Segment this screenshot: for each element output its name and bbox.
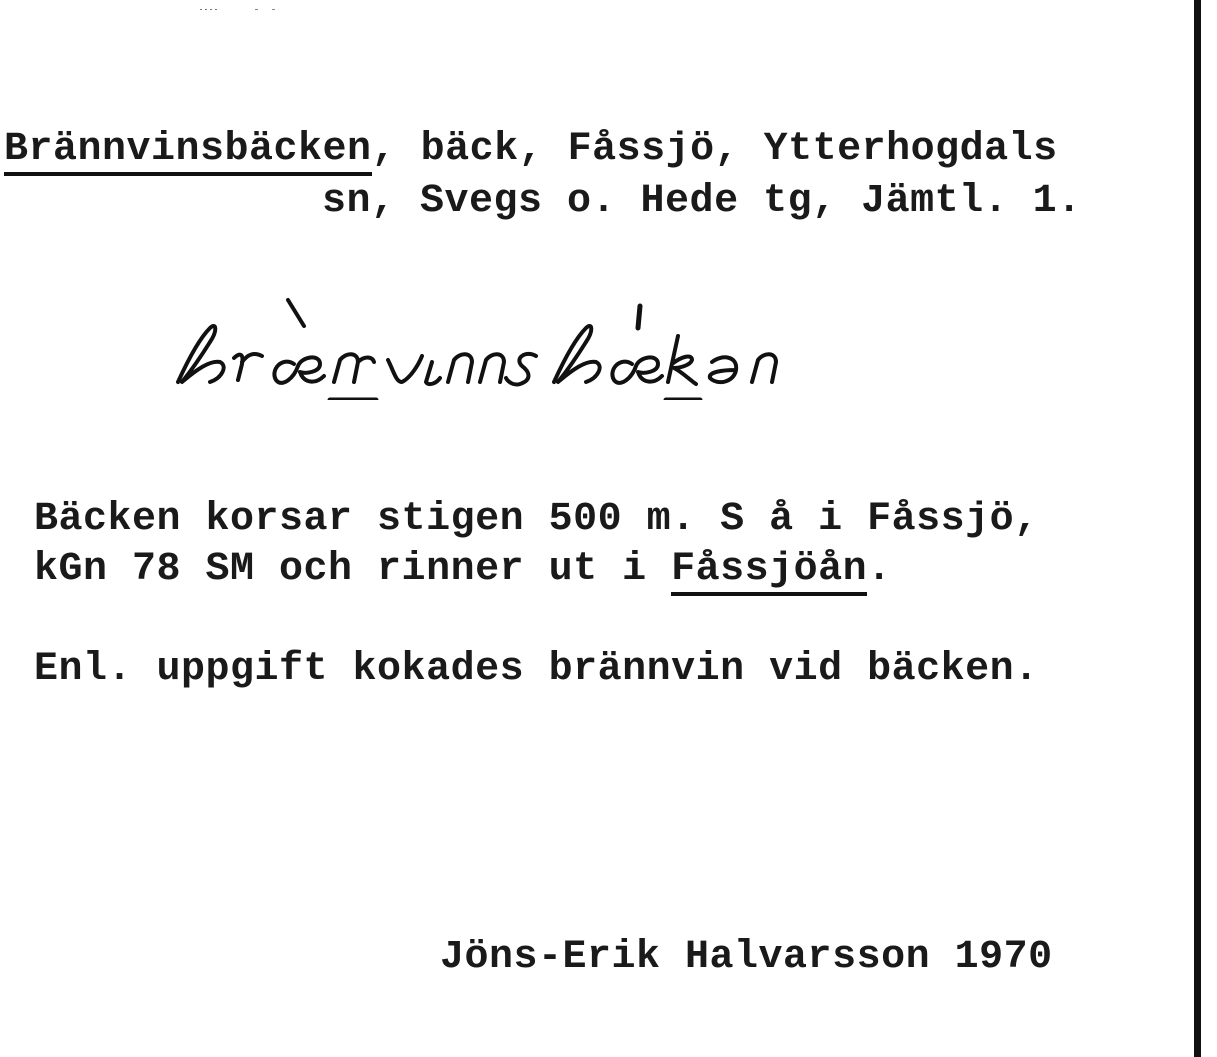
description-line-2-end: . [867,547,892,592]
card-right-border [1194,0,1201,1057]
description-line-2-text: kGn 78 SM och rinner ut i [34,547,672,592]
description-line-2 [34,546,892,594]
description-line-1: Bäcken korsar stigen 500 m. S å i Fåssjö, [34,497,1039,542]
handwritten-phonetic-transcription [170,290,820,400]
signature-line: Jöns-Erik Halvarsson 1970 [440,935,1053,980]
headword: Brännvinsbäcken [4,127,372,176]
location-line: sn, Svegs o. Hede tg, Jämtl. 1. [322,179,1082,224]
headword-line [4,126,1058,174]
note-line: Enl. uppgift kokades brännvin vid bäcken. [34,647,1039,692]
river-name: Fåssjöån [671,547,867,596]
paper-specks [200,8,280,12]
headword-description: , bäck, Fåssjö, Ytterhogdals [371,127,1058,172]
